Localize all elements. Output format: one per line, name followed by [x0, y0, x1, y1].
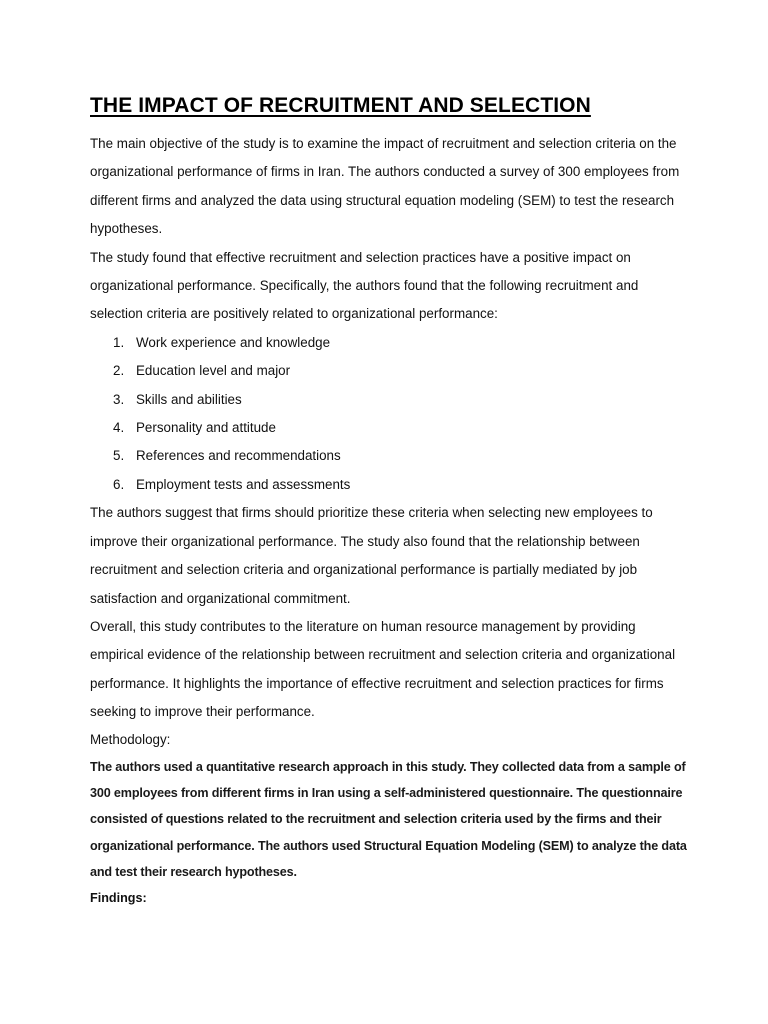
list-item [113, 329, 690, 357]
list-item [113, 414, 690, 442]
list-item-number: 5. [113, 448, 125, 464]
list-item-text: References and recommendations [136, 448, 341, 464]
criteria-list [90, 329, 690, 499]
list-item-number: 3. [113, 391, 125, 407]
findings-heading: Findings: [90, 891, 147, 906]
list-item [113, 357, 690, 385]
paragraph-objective: The main objective of the study is to examine the impact of recruitment and selection criteria on the organizational performance of firms in Iran. The authors conducted a survey of 300 employees from different firms and analyzed the data using structural equation modeling (SEM) to test the research hypotheses. [90, 136, 680, 237]
list-item-text: Employment tests and assessments [136, 476, 351, 492]
list-item [113, 471, 690, 499]
paragraph-findings-summary: The study found that effective recruitment and selection practices have a positive impact on organizational performance. Specifically, the authors found that the following recruitment and selection criteria are positively related to organizational performance: [90, 249, 639, 322]
list-item-text: Work experience and knowledge [136, 334, 331, 350]
methodology-text: The authors used a quantitative research approach in this study. They collected data from a sample of 300 employees from different firms in Iran using a self-administered questionnaire. The questionnaire consisted of questions related to the recruitment and selection criteria used by the firms and their organizational performance. The authors used Structural Equation Modeling (SEM) to analyze the data and test their research hypotheses. [90, 760, 687, 879]
list-item-number: 1. [113, 334, 125, 350]
list-item-text: Skills and abilities [136, 391, 242, 407]
list-item-text: Personality and attitude [136, 420, 276, 436]
methodology-section [90, 726, 690, 911]
list-item-number: 6. [113, 476, 125, 492]
list-item [113, 386, 690, 414]
list-item [113, 442, 690, 470]
paragraph-conclusion: Overall, this study contributes to the literature on human resource management by providing empirical evidence of the relationship between recruitment and selection criteria and organizational performance. It highlights the importance of effective recruitment and selection practices for firms seeking to improve their performance. [90, 618, 676, 720]
document-body [90, 130, 690, 727]
paragraph-suggestions: The authors suggest that firms should prioritize these criteria when selecting new employees to improve their organizational performance. The study also found that the relationship between recruitment and selection criteria and organizational performance is partially mediated by job satisfaction and organizational commitment. [90, 505, 653, 606]
list-item-number: 2. [113, 363, 125, 379]
methodology-heading: Methodology: [90, 732, 171, 747]
document-title: THE IMPACT OF RECRUITMENT AND SELECTION [90, 94, 591, 117]
list-item-number: 4. [113, 420, 125, 436]
list-item-text: Education level and major [136, 363, 291, 379]
